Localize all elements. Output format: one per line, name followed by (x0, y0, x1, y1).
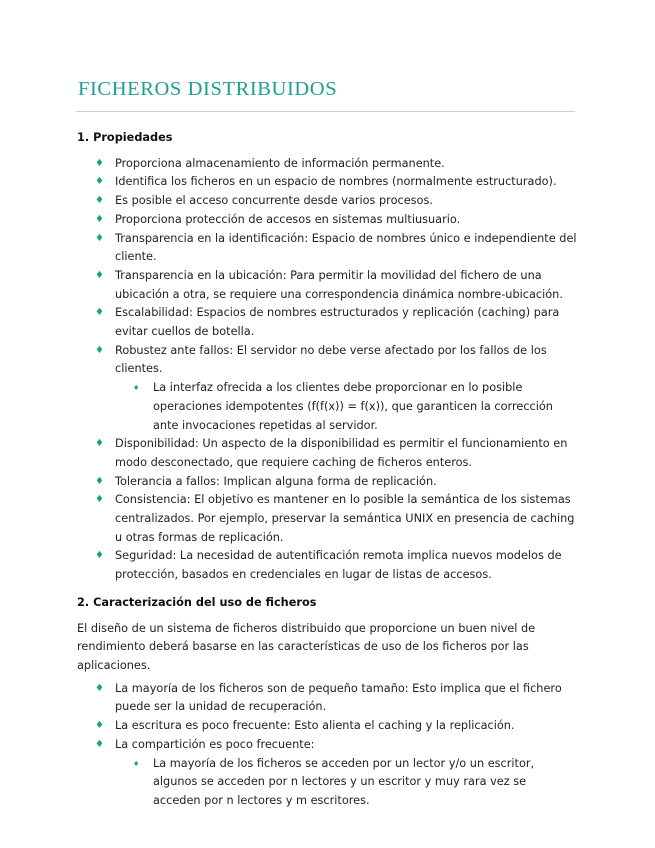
bullet-icon: ♦ (95, 232, 104, 244)
bullet-icon: ♦ (95, 195, 104, 207)
list-item: ♦ Proporciona almacenamiento de información permanente. (77, 155, 577, 174)
section-intro-paragraph: El diseño de un sistema de ficheros distribuido que proporcione un buen nivel de rendimiento deberá basarse en las características de uso de los ficheros por las aplicaciones. (77, 621, 536, 672)
list-item: ♦ La escritura es poco frecuente: Esto alienta el caching y la replicación. (77, 717, 577, 736)
section-heading-caracterizacion: 2. Caracterización del uso de ficheros (77, 595, 317, 609)
bullet-icon: ♦ (95, 344, 104, 356)
bullet-icon: ♦ (95, 738, 104, 750)
bullet-icon: ♦ (95, 213, 104, 225)
list-item: ♦ Transparencia en la ubicación: Para permitir la movilidad del fichero de una ubicación a otra, se requiere una correspondencia dinámica nombre-ubicación. (95, 268, 563, 301)
bullet-icon: ♦ (95, 720, 104, 732)
bullet-icon: ♦ (95, 494, 104, 506)
sub-list-item: ♦ La mayoría de los ficheros se acceden por un lector y/o un escritor, algunos se acceden por n lectores y un escritor y muy rara vez se acceden por n lectores y m escritores. (133, 756, 535, 807)
list-item: ♦ Seguridad: La necesidad de autentificación remota implica nuevos modelos de protección, basados en credenciales en lugar de listas de accesos. (95, 549, 562, 582)
bullet-icon: ♦ (95, 475, 104, 487)
list-item: ♦ Escalabilidad: Espacios de nombres estructurados y replicación (caching) para evitar cuellos de botella. (95, 306, 560, 339)
bullet-icon: ♦ (95, 157, 104, 169)
list-item: ♦ Proporciona protección de accesos en sistemas multiusuario. (77, 211, 577, 230)
bullet-icon: ♦ (95, 269, 104, 281)
list-item: ♦ Tolerancia a fallos: Implican alguna forma de replicación. (77, 473, 577, 492)
list-item: ♦ Consistencia: El objetivo es mantener en lo posible la semántica de los sistemas centralizados. Por ejemplo, preservar la semántica UNIX en presencia de caching u otras formas de replicación. (95, 493, 575, 544)
bullet-icon: ♦ (95, 682, 104, 694)
comparticion-sublist (115, 755, 577, 811)
list-item: ♦ Transparencia en la identificación: Espacio de nombres único e independiente del cliente. (95, 231, 577, 264)
caracterizacion-list (77, 680, 577, 811)
document-body (77, 128, 577, 811)
sub-bullet-icon: ♦ (133, 384, 140, 393)
list-item: ♦ La compartición es poco frecuente: ♦ La mayoría de los ficheros se acceden por un lector y/o un escritor, algunos se acceden por n lectores y un escritor y muy rara vez se acceden por n lectores y m escritores. (77, 736, 577, 811)
list-item: ♦ Disponibilidad: Un aspecto de la disponibilidad es permitir el funcionamiento en modo desconectado, que requiere caching de ficheros enteros. (95, 437, 568, 469)
sub-list-item: ♦ La interfaz ofrecida a los clientes debe proporcionar en lo posible operaciones idempotentes (f(f(x)) = f(x)), que garanticen la corrección ante invocaciones repetidas al servidor. (133, 381, 553, 432)
list-item: ♦ Identifica los ficheros en un espacio de nombres (normalmente estructurado). (77, 173, 577, 192)
sub-bullet-icon: ♦ (133, 759, 140, 768)
list-item: ♦ Robustez ante fallos: El servidor no debe verse afectado por los fallos de los clientes. ♦ La interfaz ofrecida a los clientes debe proporcionar en lo posible operaciones idempotentes (f(f(x)) = f(x)), que garanticen la corrección ante invocaciones repetidas al servidor. (77, 342, 577, 436)
title-divider (76, 111, 575, 112)
bullet-icon: ♦ (95, 307, 104, 319)
section-heading-propiedades: 1. Propiedades (77, 131, 173, 144)
robustez-sublist (115, 379, 577, 435)
page-title: FICHEROS DISTRIBUIDOS (78, 78, 338, 100)
list-item: ♦ Es posible el acceso concurrente desde varios procesos. (77, 192, 577, 211)
list-item: ♦ La mayoría de los ficheros son de pequeño tamaño: Esto implica que el fichero puede ser la unidad de recuperación. (95, 681, 562, 714)
propiedades-list (77, 155, 577, 585)
bullet-icon: ♦ (95, 438, 104, 450)
bullet-icon: ♦ (95, 550, 104, 562)
bullet-icon: ♦ (95, 176, 104, 188)
